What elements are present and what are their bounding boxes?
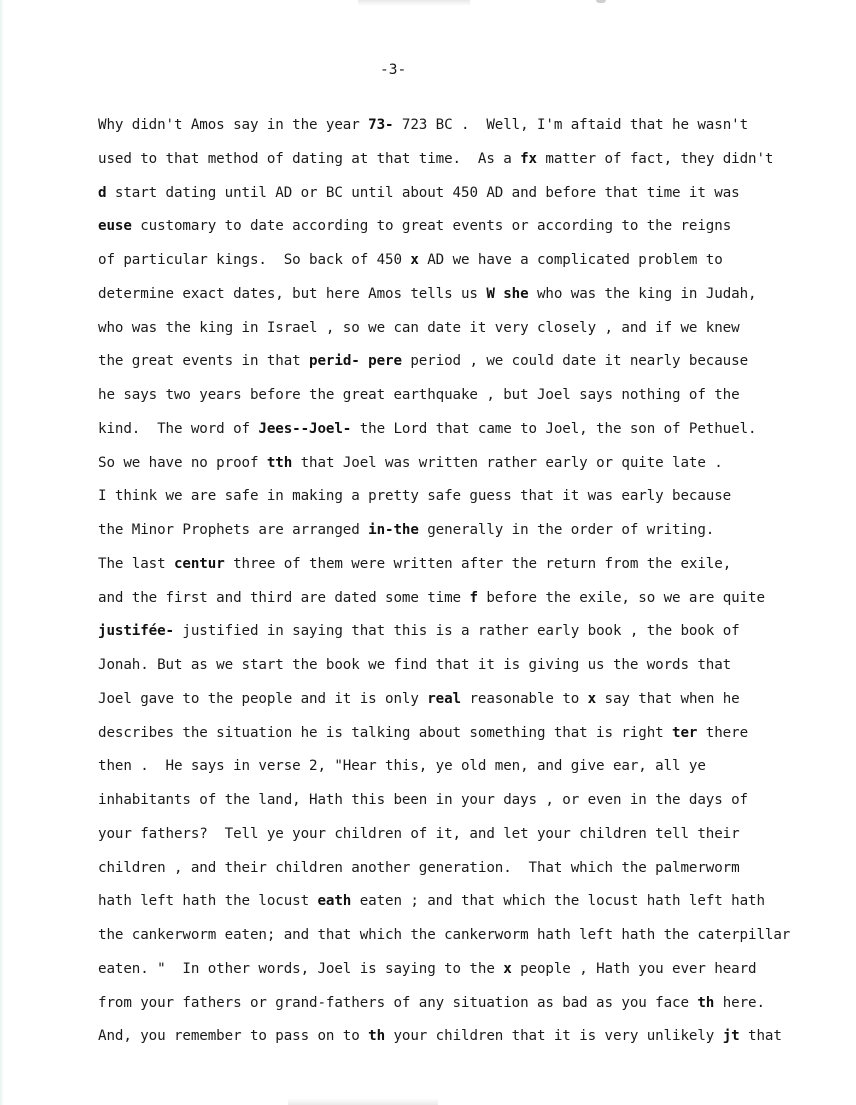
text-segment: who was the king in Israel , so we can date it very closely , and if we knew: [98, 320, 740, 336]
text-line: [98, 319, 740, 337]
text-segment: who was the king in Judah,: [528, 286, 757, 302]
struck-over-text: x: [410, 252, 419, 268]
text-segment: matter of fact, they didn't: [536, 151, 774, 167]
text-line: [98, 150, 773, 168]
struck-over-text: jt: [722, 1028, 740, 1044]
text-segment: that: [739, 1028, 782, 1044]
struck-over-text: x: [503, 961, 512, 977]
text-segment: children , and their children another generation. That which the palmerworm: [98, 860, 740, 876]
struck-over-text: in-the: [368, 522, 419, 538]
text-line: [98, 994, 765, 1012]
struck-over-text: d: [98, 185, 107, 201]
struck-over-text: real: [427, 691, 462, 707]
text-line: [98, 622, 740, 640]
text-segment: Jonah. But as we start the book we find that it is giving us the words that: [98, 657, 732, 673]
struck-over-text: th: [368, 1028, 386, 1044]
text-segment: your fathers? Tell ye your children of it, and let your children tell their: [98, 826, 740, 842]
struck-over-text: perid- pere: [309, 353, 402, 369]
text-line: [98, 690, 740, 708]
struck-over-text: f: [469, 590, 478, 606]
struck-over-text: Jees--Joel-: [258, 421, 352, 437]
text-line: [98, 960, 756, 978]
text-segment: three of them were written after the return from the exile,: [224, 556, 732, 572]
scan-artifact-top: [358, 0, 470, 6]
text-segment: people , Hath you ever heard: [511, 961, 757, 977]
scan-artifact-dot: [596, 0, 606, 3]
text-line: [98, 521, 714, 539]
text-line: [98, 555, 731, 573]
text-segment: AD we have a complicated problem to: [418, 252, 723, 268]
text-segment: generally in the order of writing.: [418, 522, 715, 538]
text-segment: Why didn't Amos say in the year: [98, 117, 369, 133]
text-segment: that Joel was written rather early or quite late .: [292, 455, 723, 471]
struck-over-text: eath: [317, 893, 352, 909]
text-segment: then . He says in verse 2, "Hear this, ye old men, and give ear, all ye: [98, 758, 706, 774]
text-line: [98, 656, 731, 674]
text-line: [98, 724, 748, 742]
text-segment: the Lord that came to Joel, the son of Pethuel.: [351, 421, 757, 437]
struck-over-text: justifée-: [98, 623, 174, 639]
text-line: [98, 386, 740, 404]
struck-over-text: euse: [98, 218, 132, 234]
text-segment: used to that method of dating at that time. As a: [98, 151, 521, 167]
text-segment: before the exile, so we are quite: [477, 590, 765, 606]
text-segment: period , we could date it nearly because: [401, 353, 749, 369]
struck-over-text: tth: [266, 455, 293, 471]
text-segment: the cankerworm eaten; and that which the cankerworm hath left hath the caterpillar: [98, 927, 791, 943]
text-segment: he says two years before the great earthquake , but Joel says nothing of the: [98, 387, 740, 403]
text-segment: the Minor Prophets are arranged: [98, 522, 369, 538]
text-line: [98, 420, 756, 438]
text-segment: start dating until AD or BC until about 450 AD and before that time it was: [106, 185, 740, 201]
text-line: [98, 285, 756, 303]
text-segment: And, you remember to pass on to: [98, 1028, 369, 1044]
text-segment: determine exact dates, but here Amos tells us: [98, 286, 487, 302]
struck-over-text: centur: [173, 556, 225, 572]
text-segment: the great events in that: [98, 353, 310, 369]
text-segment: kind. The word of: [98, 421, 259, 437]
text-segment: say that when he: [596, 691, 740, 707]
scan-edge: [0, 0, 4, 1105]
text-line: [98, 454, 723, 472]
struck-over-text: th: [697, 995, 715, 1011]
text-line: [98, 926, 790, 944]
text-segment: eaten. " In other words, Joel is saying to the: [98, 961, 504, 977]
text-segment: eaten ; and that which the locust hath left hath: [351, 893, 765, 909]
text-segment: describes the situation he is talking about something that is right: [98, 725, 673, 741]
text-line: [98, 184, 740, 202]
text-segment: and the first and third are dated some time: [98, 590, 470, 606]
text-segment: here.: [714, 995, 765, 1011]
text-segment: 723 BC . Well, I'm aftaid that he wasn't: [393, 117, 749, 133]
text-segment: reasonable to: [461, 691, 588, 707]
text-segment: Joel gave to the people and it is only: [98, 691, 428, 707]
text-segment: inhabitants of the land, Hath this been in your days , or even in the days of: [98, 792, 749, 808]
page-number: -3-: [380, 62, 407, 78]
text-line: [98, 825, 740, 843]
text-line: [98, 892, 765, 910]
text-segment: customary to date according to great events or according to the reigns: [131, 218, 732, 234]
struck-over-text: fx: [520, 151, 537, 167]
text-segment: I think we are safe in making a pretty safe guess that it was early because: [98, 488, 732, 504]
text-segment: The last: [98, 556, 174, 572]
struck-over-text: x: [587, 691, 597, 707]
text-segment: hath left hath the locust: [98, 893, 318, 909]
text-line: [98, 757, 706, 775]
text-line: [98, 1027, 782, 1045]
text-segment: from your fathers or grand-fathers of any situation as bad as you face: [98, 995, 698, 1011]
text-line: [98, 116, 748, 134]
text-segment: there: [697, 725, 749, 741]
struck-over-text: W she: [486, 286, 529, 302]
struck-over-text: 73-: [368, 117, 394, 133]
text-segment: justified in saying that this is a rather early book , the book of: [173, 623, 740, 639]
text-segment: your children that it is very unlikely: [385, 1028, 723, 1044]
struck-over-text: ter: [672, 725, 698, 741]
text-line: [98, 251, 723, 269]
scan-artifact-bottom: [288, 1098, 438, 1105]
text-line: [98, 487, 731, 505]
text-segment: of particular kings. So back of 450: [98, 252, 411, 268]
text-line: [98, 859, 740, 877]
text-segment: So we have no proof: [98, 455, 267, 471]
text-line: [98, 791, 748, 809]
text-line: [98, 217, 731, 235]
text-line: [98, 589, 765, 607]
text-line: [98, 352, 748, 370]
